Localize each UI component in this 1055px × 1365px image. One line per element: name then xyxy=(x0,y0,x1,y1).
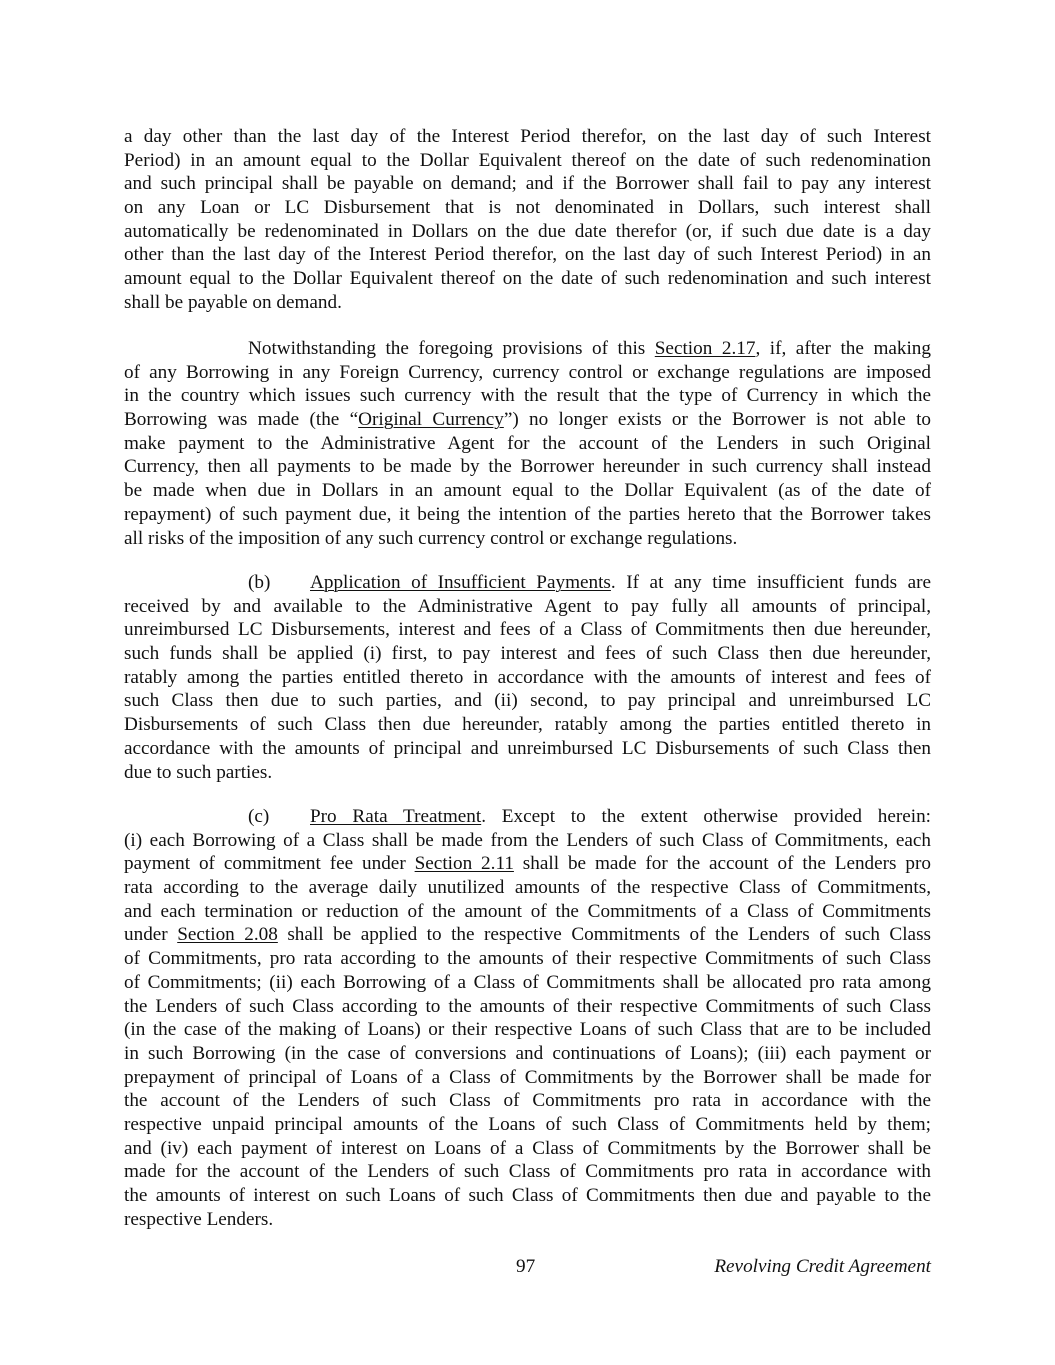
text-line: such Class then due to such parties, and (ii) second, to pay principal and unreimbursed LC xyxy=(124,690,931,712)
text-line: received by and available to the Administrative Agent to pay fully all amounts of principal, xyxy=(124,595,931,617)
text-line: due to such parties. xyxy=(124,761,273,783)
text-line: of Commitments; (ii) each Borrowing of a Class of Commitments shall be allocated pro rata among xyxy=(124,971,931,993)
clause-heading: Pro Rata Treatment xyxy=(310,806,482,827)
text-span: ”) no longer exists or the Borrower is not able to xyxy=(503,409,931,431)
text-line: automatically be redenominated in Dollars on the due date therefor (or, if such due date is a day xyxy=(124,220,931,242)
text-line: made for the account of the Lenders of such Class of Commitments pro rata in accordance with xyxy=(124,1161,931,1183)
text-span: . Except to the extent otherwise provided herein: xyxy=(481,806,931,827)
section-2-11-reference: Section 2.11 xyxy=(414,853,514,875)
text-line: Period) in an amount equal to the Dollar Equivalent thereof on the date of such redenomination xyxy=(124,149,931,171)
clause-label: (b) xyxy=(248,572,271,593)
text-line: unreimbursed LC Disbursements, interest and fees of a Class of Commitments then due hereunder, xyxy=(124,619,931,641)
text-line: (in the case of the making of Loans) or their respective Loans of such Class that are to be included xyxy=(124,1019,931,1041)
text-line: on any Loan or LC Disbursement that is not denominated in Dollars, such interest shall xyxy=(124,197,931,219)
document-title: Revolving Credit Agreement xyxy=(714,1256,931,1277)
text-span: , if, after the making xyxy=(755,338,931,359)
text-line: in the country which issues such currency with the result that the type of Currency in which the xyxy=(124,385,931,407)
text-line: the Lenders of such Class according to the amounts of their respective Commitments of such Class xyxy=(124,995,931,1017)
text-line: and such principal shall be payable on demand; and if the Borrower shall fail to pay any interest xyxy=(124,173,931,195)
text-line: the amounts of interest on such Loans of such Class of Commitments then due and payable to the xyxy=(124,1185,931,1206)
text-line: respective Lenders. xyxy=(124,1208,274,1230)
text-line: Disbursements of such Class then due hereunder, ratably among the parties entitled thereto in xyxy=(124,714,931,736)
text-span: shall be made for the account of the Lenders pro xyxy=(513,853,931,875)
section-c-pro-rata-treatment xyxy=(124,805,931,1231)
text-line: the account of the Lenders of such Class of Commitments pro rata in accordance with the xyxy=(124,1090,931,1112)
section-2-17-reference: Section 2.17 xyxy=(654,338,756,359)
text-line: make payment to the Administrative Agent for the account of the Lenders in such Original xyxy=(124,432,931,454)
text-line: all risks of the imposition of any such currency control or exchange regulations. xyxy=(124,527,738,549)
paragraph-original-currency xyxy=(124,337,931,550)
text-line: other than the last day of the Interest Period therefor, on the last day of such Interest Period) in an xyxy=(124,244,931,266)
text-span: . If at any time insufficient funds are xyxy=(610,572,932,593)
text-line: respective unpaid principal amounts of the Loans of such Class of Commitments held by them; xyxy=(124,1113,931,1135)
text-span: under xyxy=(124,924,178,946)
page-footer xyxy=(124,1255,931,1279)
text-span: Notwithstanding the foregoing provisions of this xyxy=(248,338,655,359)
text-line xyxy=(124,408,931,432)
text-line: repayment) of such payment due, it being the intention of the parties hereto that the Borrower takes xyxy=(124,503,931,525)
text-line xyxy=(124,337,931,361)
paragraph-continuation xyxy=(124,125,931,315)
text-line: a day other than the last day of the Interest Period therefor, on the last day of such Interest xyxy=(124,126,931,147)
clause-heading: Application of Insufficient Payments xyxy=(310,572,611,593)
text-line: rata according to the average daily unutilized amounts of the respective Class of Commitments, xyxy=(124,877,931,899)
text-span: shall be applied to the respective Commitments of the Lenders of such Class xyxy=(277,924,932,946)
text-line xyxy=(124,805,931,829)
text-line: accordance with the amounts of principal and unreimbursed LC Disbursements of such Class then xyxy=(124,737,931,759)
text-line: Currency, then all payments to be made by the Borrower hereunder in such currency shall instead xyxy=(124,456,931,478)
section-b-insufficient-payments xyxy=(124,571,931,784)
section-2-08-reference: Section 2.08 xyxy=(177,924,278,946)
defined-term-original-currency: Original Currency xyxy=(358,409,504,431)
text-line: in such Borrowing (in the case of conversions and continuations of Loans); (iii) each payment or xyxy=(124,1042,931,1064)
text-line: such funds shall be applied (i) first, to pay interest and fees of such Class then due hereunder, xyxy=(124,643,931,665)
text-line: and each termination or reduction of the amount of the Commitments of a Class of Commitments xyxy=(124,900,931,922)
text-line: amount equal to the Dollar Equivalent thereof on the date of such redenomination and such interest xyxy=(124,268,931,290)
text-span: payment of commitment fee under xyxy=(124,853,415,875)
text-span: Borrowing was made (the “ xyxy=(124,409,359,431)
text-line: of any Borrowing in any Foreign Currency, currency control or exchange regulations are imposed xyxy=(124,361,931,383)
text-line: prepayment of principal of Loans of a Class of Commitments by the Borrower shall be made for xyxy=(124,1066,931,1088)
text-line xyxy=(124,923,931,947)
text-line xyxy=(124,852,931,876)
text-line: (i) each Borrowing of a Class shall be made from the Lenders of such Class of Commitments, each xyxy=(124,829,931,851)
text-line: ratably among the parties entitled thereto in accordance with the amounts of interest and fees of xyxy=(124,666,931,688)
page-number: 97 xyxy=(516,1256,536,1277)
text-line: of Commitments, pro rata according to the amounts of their respective Commitments of such Class xyxy=(124,948,931,970)
text-line: be made when due in Dollars in an amount equal to the Dollar Equivalent (as of the date of xyxy=(124,480,931,502)
text-line: shall be payable on demand. xyxy=(124,291,342,313)
clause-label: (c) xyxy=(248,806,270,827)
text-line xyxy=(124,571,931,595)
text-line: and (iv) each payment of interest on Loans of a Class of Commitments by the Borrower shall be xyxy=(124,1137,931,1159)
